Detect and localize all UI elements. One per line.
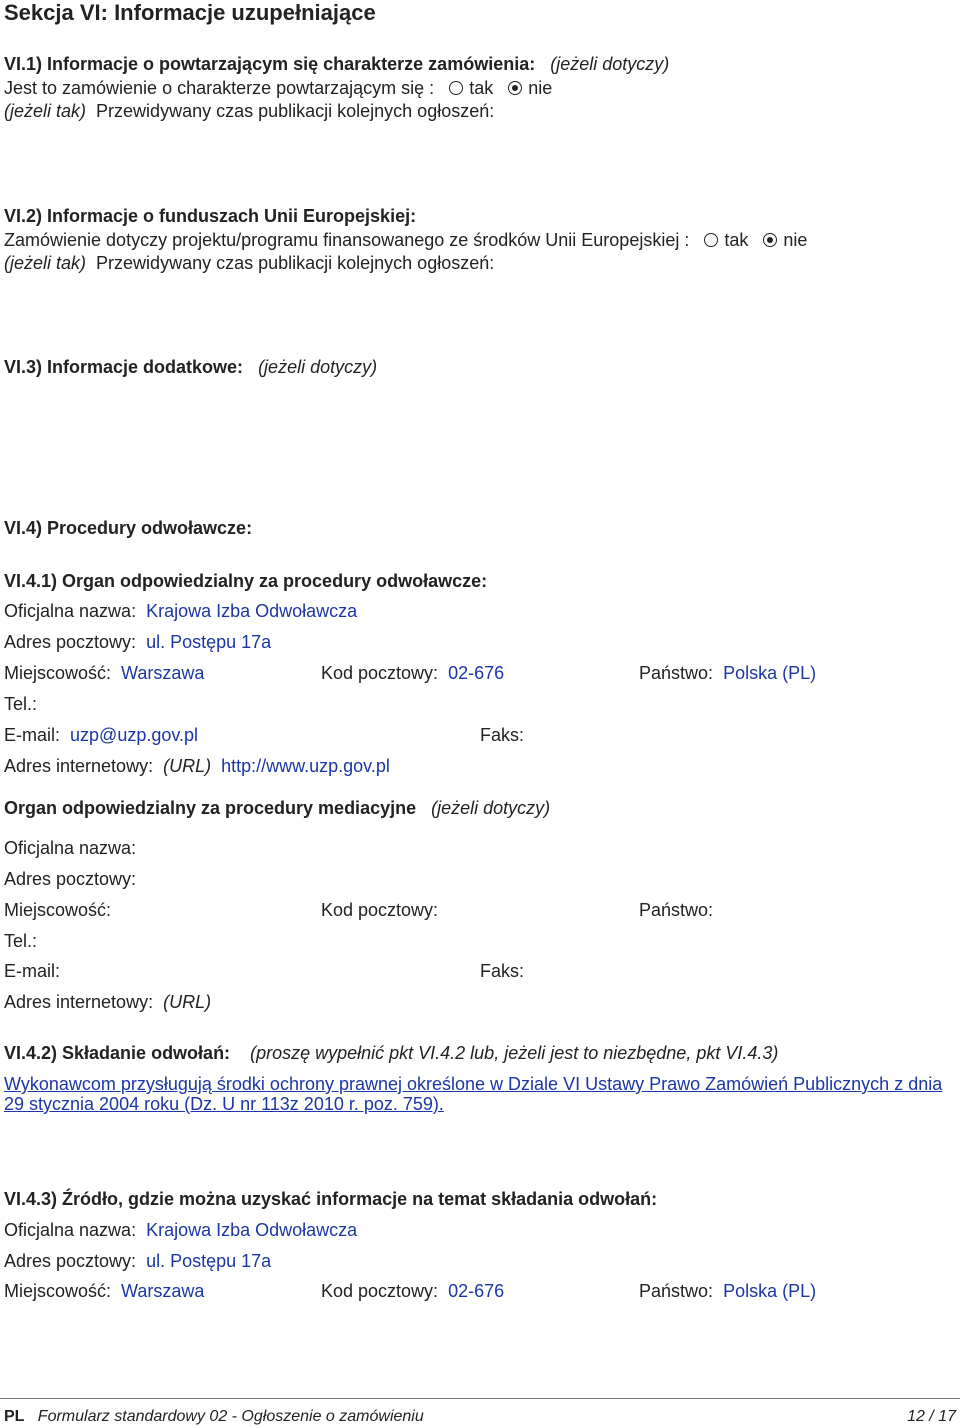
vi1-note: (jeżeli dotyczy) <box>550 54 670 74</box>
email-label: E-mail: <box>4 725 61 745</box>
mediation-official-name-label: Oficjalna nazwa: <box>4 838 137 858</box>
postal-address-label: Adres pocztowy: <box>4 632 137 652</box>
review-official-name: Krajowa Izba Odwoławcza <box>146 601 358 621</box>
vi43-official-name: Krajowa Izba Odwoławcza <box>146 1220 358 1240</box>
vi43-official-name-row <box>4 1219 357 1241</box>
mediation-url-label: (URL) <box>163 992 212 1012</box>
review-postal-code: 02-676 <box>448 663 505 683</box>
vi1-publication-label: Przewidywany czas publikacji kolejnych ogłoszeń: <box>96 101 495 121</box>
vi43-postal-code-label: Kod pocztowy: <box>321 1281 439 1301</box>
url-label: (URL) <box>163 756 212 776</box>
vi2-heading: VI.2) Informacje o funduszach Unii Europejskiej: <box>4 206 417 226</box>
official-name-label: Oficjalna nazwa: <box>4 601 137 621</box>
vi1-publication-row <box>4 100 494 122</box>
footer-page-number: 12 / 17 <box>907 1408 956 1425</box>
vi2-publication-row <box>4 252 494 274</box>
vi2-if-yes: (jeżeli tak) <box>4 253 87 273</box>
vi1-heading-row <box>4 53 669 75</box>
vi1-yes-label: tak <box>469 78 494 98</box>
vi1-question: Jest to zamówienie o charakterze powtarzającym się : <box>4 78 435 98</box>
vi1-radio-no[interactable] <box>508 81 522 95</box>
vi3-note: (jeżeli dotyczy) <box>258 357 378 377</box>
vi42-heading-row <box>4 1042 778 1064</box>
footer-divider <box>0 1398 960 1399</box>
vi43-country-label: Państwo: <box>639 1281 714 1301</box>
vi1-heading: VI.1) Informacje o powtarzającym się charakterze zamówienia: <box>4 54 536 74</box>
vi2-radio-no[interactable] <box>763 233 777 247</box>
review-town: Warszawa <box>121 663 205 683</box>
review-email[interactable]: uzp@uzp.gov.pl <box>70 725 199 745</box>
mediation-town-label: Miejscowość: <box>4 900 112 920</box>
review-official-name-row <box>4 600 357 622</box>
vi43-country: Polska (PL) <box>723 1281 817 1301</box>
footer-lang: PL <box>4 1408 25 1425</box>
vi43-postal-code: 02-676 <box>448 1281 505 1301</box>
vi43-town: Warszawa <box>121 1281 205 1301</box>
footer-form-name: Formularz standardowy 02 - Ogłoszenie o zamówieniu <box>37 1408 424 1425</box>
review-country: Polska (PL) <box>723 663 817 683</box>
mediation-note: (jeżeli dotyczy) <box>431 798 551 818</box>
mediation-heading-row <box>4 797 550 819</box>
vi42-text[interactable]: Wykonawcom przysługują środki ochrony prawnej określone w Dziale VI Ustawy Prawo Zamówień Publicznych z dnia 29 stycznia 2004 roku (Dz. U nr 113z 2010 r. poz. 759). <box>4 1074 943 1114</box>
vi1-question-row <box>4 77 552 99</box>
mediation-internet-label: Adres internetowy: <box>4 992 154 1012</box>
mediation-postal-address-label: Adres pocztowy: <box>4 869 137 889</box>
vi43-postal-code-row <box>321 1280 504 1302</box>
vi42-heading: VI.4.2) Składanie odwołań: <box>4 1043 231 1063</box>
mediation-heading: Organ odpowiedzialny za procedury mediacyjne <box>4 798 417 818</box>
footer-left <box>4 1406 424 1428</box>
vi43-country-row <box>639 1280 816 1302</box>
vi1-if-yes: (jeżeli tak) <box>4 101 87 121</box>
mediation-internet-row <box>4 991 211 1013</box>
vi43-heading: VI.4.3) Źródło, gdzie można uzyskać informacje na temat składania odwołań: <box>4 1189 658 1209</box>
vi2-radio-yes[interactable] <box>704 233 718 247</box>
postal-code-label: Kod pocztowy: <box>321 663 439 683</box>
mediation-country-label: Państwo: <box>639 900 714 920</box>
vi3-heading-row <box>4 356 377 378</box>
review-fax-label: Faks: <box>480 725 525 745</box>
review-postal-code-row <box>321 662 504 684</box>
vi2-yes-label: tak <box>724 230 749 250</box>
vi43-town-label: Miejscowość: <box>4 1281 112 1301</box>
vi43-postal-address: ul. Postępu 17a <box>146 1251 272 1271</box>
vi4-heading: VI.4) Procedury odwoławcze: <box>4 518 253 538</box>
section-title: Sekcja VI: Informacje uzupełniające <box>4 0 376 25</box>
review-url[interactable]: http://www.uzp.gov.pl <box>221 756 390 776</box>
mediation-tel-label: Tel.: <box>4 931 38 951</box>
vi2-publication-label: Przewidywany czas publikacji kolejnych ogłoszeń: <box>96 253 495 273</box>
vi43-postal-address-label: Adres pocztowy: <box>4 1251 137 1271</box>
review-town-row <box>4 662 204 684</box>
review-postal-address-row <box>4 631 271 653</box>
country-label: Państwo: <box>639 663 714 683</box>
review-postal-address: ul. Postępu 17a <box>146 632 272 652</box>
vi43-postal-address-row <box>4 1250 271 1272</box>
vi2-question: Zamówienie dotyczy projektu/programu finansowanego ze środków Unii Europejskiej : <box>4 230 690 250</box>
vi1-radio-yes[interactable] <box>449 81 463 95</box>
vi42-note: (proszę wypełnić pkt VI.4.2 lub, jeżeli jest to niezbędne, pkt VI.4.3) <box>250 1043 779 1063</box>
review-email-row <box>4 724 198 746</box>
review-internet-row <box>4 755 390 777</box>
internet-label: Adres internetowy: <box>4 756 154 776</box>
vi41-heading: VI.4.1) Organ odpowiedzialny za procedury odwoławcze: <box>4 571 488 591</box>
vi43-official-name-label: Oficjalna nazwa: <box>4 1220 137 1240</box>
review-tel-label: Tel.: <box>4 694 38 714</box>
vi2-question-row <box>4 229 807 251</box>
mediation-postal-code-label: Kod pocztowy: <box>321 900 439 920</box>
mediation-fax-label: Faks: <box>480 961 525 981</box>
town-label: Miejscowość: <box>4 663 112 683</box>
review-country-row <box>639 662 816 684</box>
vi1-no-label: nie <box>528 78 553 98</box>
mediation-email-label: E-mail: <box>4 961 61 981</box>
vi2-no-label: nie <box>783 230 808 250</box>
vi43-town-row <box>4 1280 204 1302</box>
vi3-heading: VI.3) Informacje dodatkowe: <box>4 357 244 377</box>
